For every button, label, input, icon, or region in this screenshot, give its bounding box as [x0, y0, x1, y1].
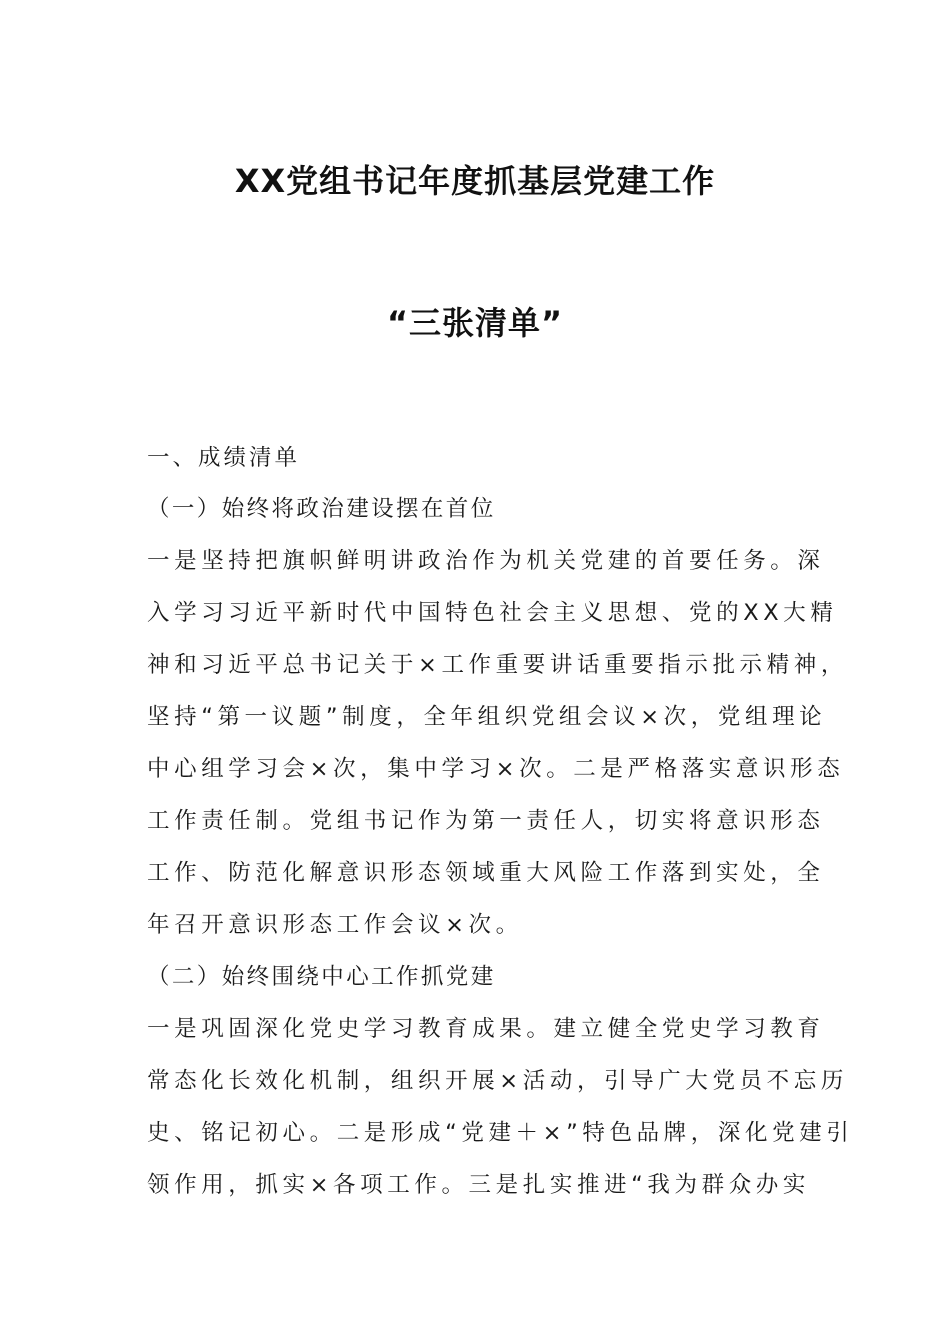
document-title-line-1: XX党组书记年度抓基层党建工作 [234, 162, 716, 200]
paragraph-line: 工作、防范化解意识形态领域重大风险工作落到实处，全 [147, 860, 825, 886]
paragraph-line: 工作责任制。党组书记作为第一责任人，切实将意识形态 [147, 808, 825, 834]
paragraph-line: 年召开意识形态工作会议×次。 [147, 912, 523, 938]
paragraph-line: 领作用，抓实×各项工作。三是扎实推进“我为群众办实 [147, 1172, 811, 1198]
subsection-heading: （一）始终将政治建设摆在首位 [147, 496, 496, 522]
paragraph-line: 中心组学习会×次，集中学习×次。二是严格落实意识形态 [147, 756, 845, 782]
paragraph-line: 史、铭记初心。二是形成“党建＋×”特色品牌，深化党建引 [147, 1120, 854, 1146]
paragraph-line: 神和习近平总书记关于×工作重要讲话重要指示批示精神， [147, 652, 848, 678]
paragraph-line: 坚持“第一议题”制度，全年组织党组会议×次，党组理论 [147, 704, 827, 730]
section-heading: 一、成绩清单 [147, 445, 301, 471]
subsection-heading: （二）始终围绕中心工作抓党建 [147, 964, 496, 990]
document-title-line-2: “三张清单” [386, 304, 564, 342]
paragraph-line: 一是巩固深化党史学习教育成果。建立健全党史学习教育 [147, 1016, 825, 1042]
paragraph-line: 一是坚持把旗帜鲜明讲政治作为机关党建的首要任务。深 [147, 548, 825, 574]
paragraph-line: 入学习习近平新时代中国特色社会主义思想、党的XX大精 [147, 600, 838, 626]
paragraph-line: 常态化长效化机制，组织开展×活动，引导广大党员不忘历 [147, 1068, 848, 1094]
